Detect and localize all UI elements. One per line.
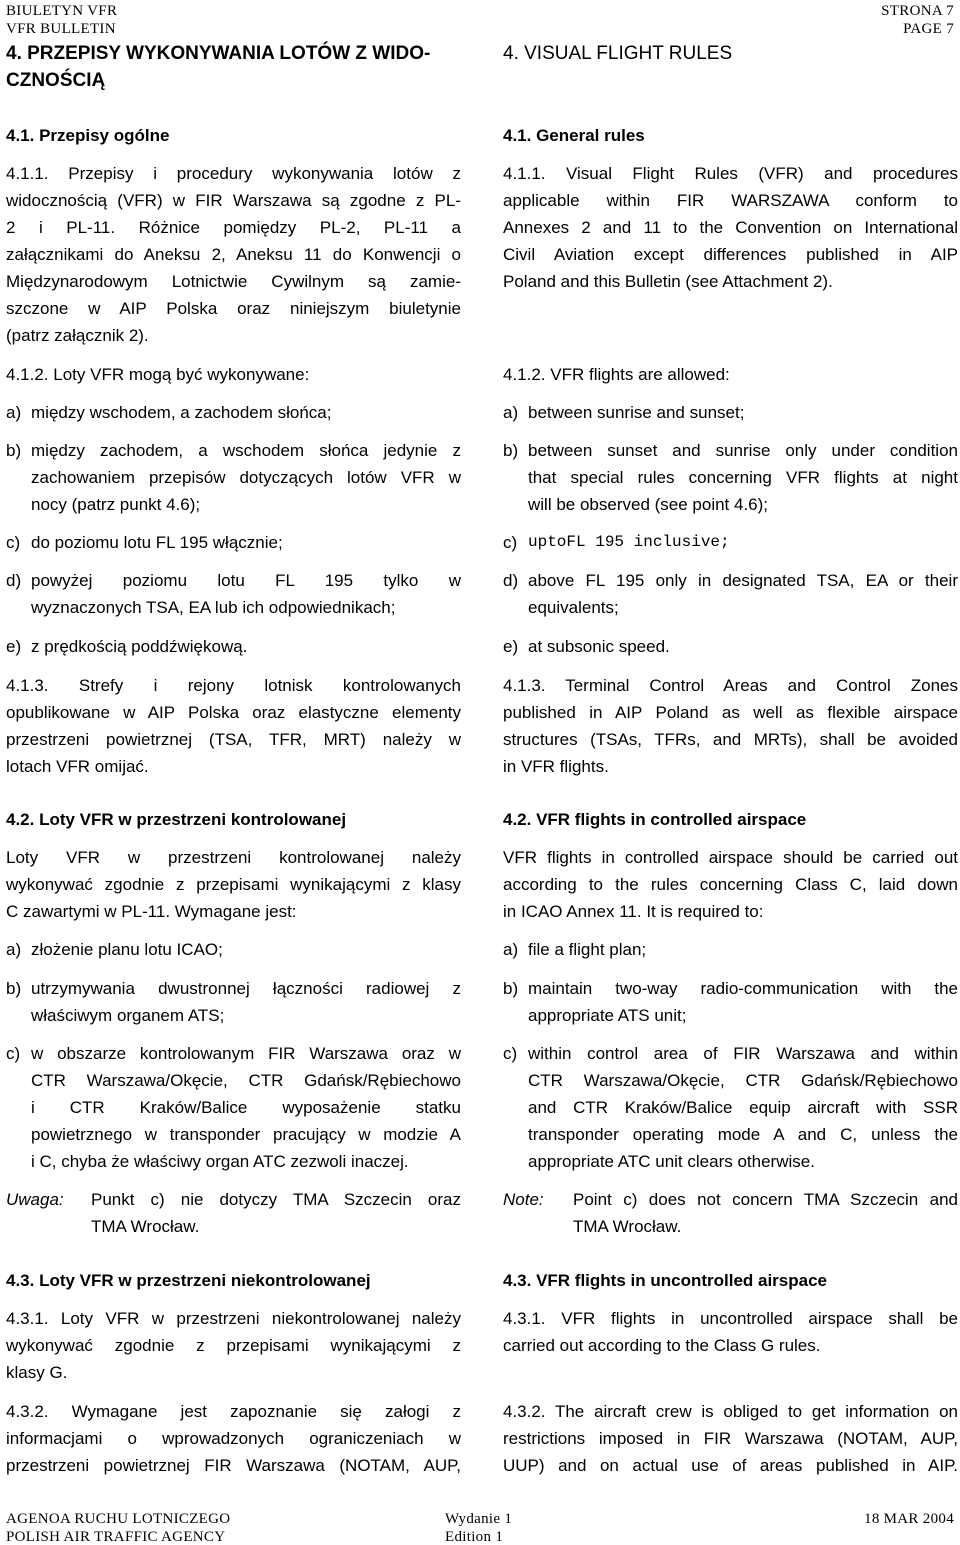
page-footer-left [6,1510,230,1545]
issue-date: 18 MAR 2004 [864,1511,954,1527]
list-text: file a flight plan; [528,940,647,959]
para-line: Civil Aviation except differences published in AIP [503,245,958,264]
para-line: carried out according to the Class G rules. [503,1336,821,1355]
para-line: lotach VFR omijać. [6,757,149,776]
bulletin-title-en: VFR BULLETIN [6,21,116,37]
note-text: TMA Wrocław. [91,1217,200,1236]
note-label: Note: [503,1190,544,1209]
para-line: wykonywać zgodnie z przepisami wynikającymi z klasy [6,875,461,894]
paragraph-4111-pl [6,160,461,349]
para-line: 4.1.1. Przepisy i procedury wykonywania lotów z [6,164,461,183]
list-text: uptoFL 195 inclusive; [528,533,730,551]
para-line: Poland and this Bulletin (see Attachment 2). [503,272,833,291]
list-text: utrzymywania dwustronnej łączności radiowej z [31,979,461,998]
note-text: Point c) does not concern TMA Szczecin and [573,1190,958,1209]
list-label: a) [503,940,519,959]
paragraph-4432-pl [6,1398,461,1479]
para-line: widocznością (VFR) w FIR Warszawa są zgodne z PL- [6,191,461,210]
para-line: opublikowane w AIP Polska oraz elastyczne elementy [6,703,461,722]
list-text: equivalents; [528,598,619,617]
bulletin-title-pl: BIULETYN VFR [6,3,118,19]
list-text: między zachodem, a wschodem słońca jedynie z [31,441,461,460]
para-line: 2 i PL-11. Różnice pomiędzy PL-2, PL-11 a [6,218,461,237]
paragraph-4431-en [503,1305,958,1359]
list-label: d) [6,571,22,590]
chapter-title-en: 4. VISUAL FLIGHT RULES [503,43,733,64]
section-title-42-pl: 4.2. Loty VFR w przestrzeni kontrolowanej [6,810,347,829]
para-line: wykonywać zgodnie z przepisami wynikającymi z [6,1336,461,1355]
note-text: Punkt c) nie dotyczy TMA Szczecin oraz [91,1190,461,1209]
page-number-en: PAGE 7 [903,21,954,37]
list-label: c) [6,1044,21,1063]
section-title-411-pl: 4.1. Przepisy ogólne [6,126,170,145]
list-text: między wschodem, a zachodem słońca; [31,403,332,422]
agency-name-en: POLISH AIR TRAFFIC AGENCY [6,1529,226,1545]
list-text: appropriate ATC unit clears otherwise. [528,1152,815,1171]
para-line: 4.3.1. Loty VFR w przestrzeni niekontrolowanej należy [6,1309,461,1328]
page-header-left [6,2,117,38]
list-text: powyżej poziomu lotu FL 195 tylko w [31,571,461,590]
list-text: CTR Warszawa/Okęcie, CTR Gdańsk/Rębiechowo [31,1071,461,1090]
para-line: szczone w AIP Polska oraz niniejszym biuletynie [6,299,461,318]
chapter-title-pl [6,40,461,94]
list-label: a) [6,940,22,959]
para-line: applicable within FIR WARSZAWA conform to [503,191,958,210]
list-label: c) [503,1044,518,1063]
list-text: CTR Warszawa/Okęcie, CTR Gdańsk/Rębiechowo [528,1071,958,1090]
list-text: zachowaniem przepisów dotyczących lotów VFR w [31,468,461,487]
list-label: c) [503,533,518,552]
paragraph-42-en [503,844,958,925]
edition-en: Edition 1 [445,1529,504,1545]
list-text: will be observed (see point 4.6); [528,495,769,514]
para-line: restrictions imposed in FIR Warszawa (NOTAM, AUP, [503,1429,958,1448]
list-label: d) [503,571,519,590]
list-label: e) [6,637,22,656]
section-title-42-en: 4.2. VFR flights in controlled airspace [503,810,807,829]
list-label: a) [6,403,22,422]
para-line: klasy G. [6,1363,68,1382]
paragraph-4111-en [503,160,958,295]
para-line: according to the rules concerning Class C, laid down [503,875,958,894]
paragraph-42-pl [6,844,461,925]
list-label: b) [503,441,519,460]
list-text: wyznaczonych TSA, EA lub ich odpowiednikach; [31,598,396,617]
para-line: 4.3.2. Wymagane jest zapoznanie się załogi z [6,1402,461,1421]
para-line: published in AIP Poland as well as flexible airspace [503,703,958,722]
list-label: b) [503,979,519,998]
para-line: structures (TSAs, TFRs, and MRTs), shall be avoided [503,730,958,749]
page-header-right [881,2,954,38]
paragraph-4112-pl: 4.1.2. Loty VFR mogą być wykonywane: [6,365,310,384]
para-line: załącznikami do Aneksu 2, Aneksu 11 do Konwencji o [6,245,461,264]
para-line: przestrzeni powietrznej FIR Warszawa (NOTAM, AUP, [6,1456,461,1475]
list-label: b) [6,979,22,998]
section-title-411-en: 4.1. General rules [503,126,645,145]
para-line: 4.1.3. Terminal Control Areas and Control Zones [503,676,958,695]
section-title-43-pl: 4.3. Loty VFR w przestrzeni niekontrolowanej [6,1271,371,1290]
list-text: i CTR Kraków/Balice wyposażenie statku [31,1098,461,1117]
para-line: 4.1.1. Visual Flight Rules (VFR) and procedures [503,164,958,183]
list-text: z prędkością poddźwiękową. [31,637,248,656]
list-text: between sunset and sunrise only under condition [528,441,958,460]
list-text: between sunrise and sunset; [528,403,745,422]
list-text: within control area of FIR Warszawa and within [528,1044,958,1063]
list-label: e) [503,637,519,656]
para-line: informacjami o wprowadzonych ograniczeniach w [6,1429,461,1448]
para-line: VFR flights in controlled airspace should be carried out [503,848,958,867]
para-line: Loty VFR w przestrzeni kontrolowanej należy [6,848,461,867]
page-number-pl: STRONA 7 [881,3,954,19]
list-text: and CTR Kraków/Balice equip aircraft with SSR [528,1098,958,1117]
list-text: at subsonic speed. [528,637,670,656]
list-text: nocy (patrz punkt 4.6); [31,495,201,514]
paragraph-4113-pl [6,672,461,780]
list-text: maintain two-way radio-communication with the [528,979,958,998]
section-title-43-en: 4.3. VFR flights in uncontrolled airspace [503,1271,828,1290]
para-line: UUP) and on actual use of areas published in AIP. [503,1456,958,1475]
list-text: transponder operating mode A and C, unless the [528,1125,958,1144]
list-label: a) [503,403,519,422]
list-text: właściwym organem ATS; [31,1006,225,1025]
chapter-title-pl-line2: CZNOŚCIĄ [6,70,106,91]
list-text: złożenie planu lotu ICAO; [31,940,223,959]
para-line: 4.1.3. Strefy i rejony lotnisk kontrolowanych [6,676,461,695]
para-line: in ICAO Annex 11. It is required to: [503,902,764,921]
agency-name-pl: AGENOA RUCHU LOTNICZEGO [6,1511,231,1527]
edition-pl: Wydanie 1 [445,1511,513,1527]
list-label: c) [6,533,21,552]
para-line: 4.3.2. The aircraft crew is obliged to get information on [503,1402,958,1421]
note-text: TMA Wrocław. [573,1217,682,1236]
list-text: appropriate ATS unit; [528,1006,687,1025]
chapter-title-pl-line1: 4. PRZEPISY WYKONYWANIA LOTÓW Z WIDO- [6,43,431,64]
list-text: powietrznego w transponder pracujący w modzie A [31,1125,461,1144]
page-footer-right [864,1510,954,1528]
paragraph-4112-en: 4.1.2. VFR flights are allowed: [503,365,730,384]
page-footer-edition [445,1510,512,1545]
list-text: above FL 195 only in designated TSA, EA or their [528,571,958,590]
para-line: przestrzeni powietrznej (TSA, TFR, MRT) należy w [6,730,461,749]
note-label: Uwaga: [6,1190,64,1209]
para-line: C zawartymi w PL-11. Wymagane jest: [6,902,297,921]
list-text: that special rules concerning VFR flights at night [528,468,958,487]
list-text: i C, chyba że właściwy organ ATC zezwoli inaczej. [31,1152,409,1171]
para-line: 4.3.1. VFR flights in uncontrolled airspace shall be [503,1309,958,1328]
para-line: Międzynarodowym Lotnictwie Cywilnym są zamie- [6,272,461,291]
para-line: (patrz załącznik 2). [6,326,149,345]
list-text: do poziomu lotu FL 195 włącznie; [31,533,283,552]
list-text: w obszarze kontrolowanym FIR Warszawa oraz w [31,1044,461,1063]
paragraph-4432-en [503,1398,958,1479]
list-label: b) [6,441,22,460]
paragraph-4113-en [503,672,958,780]
para-line: Annexes 2 and 11 to the Convention on International [503,218,958,237]
paragraph-4431-pl [6,1305,461,1386]
para-line: in VFR flights. [503,757,609,776]
